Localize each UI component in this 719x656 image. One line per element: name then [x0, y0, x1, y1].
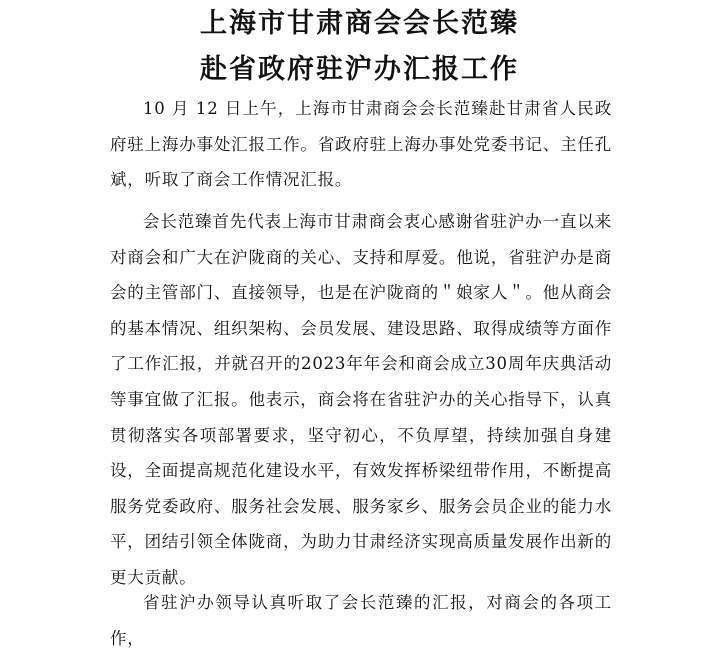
document-title-line-1: 上海市甘肃商会会长范臻	[200, 8, 519, 39]
body-paragraph-2: 会长范臻首先代表上海市甘肃商会衷心感谢省驻沪办一直以来对商会和广大在沪陇商的关心、支持和厚爱。他说，省驻沪办是商会的主管部门、直接领导，也是在沪陇商的＂娘家人＂。他从商会的基本情况、组织架构、会员发展、建设思路、取得成绩等方面作了工作汇报，并就召开的2023年年会和商会成立30周年庆典活动等事宜做了汇报。他表示，商会将在省驻沪办的关心指导下，认真贯彻落实各项部署要求，坚守初心，不负厚望，持续加强自身建设，全面提高规范化建设水平，有效发挥桥梁纽带作用，不断提高服务党委政府、服务社会发展、服务家乡、服务会员企业的能力水平，团结引领全体陇商，为助力甘肃经济实现高质量发展作出新的更大贡献。	[110, 212, 612, 587]
body-paragraph-3: 省驻沪办领导认真听取了会长范臻的汇报，对商会的各项工作，	[110, 593, 612, 648]
body-paragraph-1: 10 月 12 日上午，上海市甘肃商会会长范臻赴甘肃省人民政府驻上海办事处汇报工作。省政府驻上海办事处党委书记、主任孔斌，听取了商会工作情况汇报。	[110, 99, 612, 190]
document-title-line-2: 赴省政府驻沪办汇报工作	[200, 54, 519, 85]
